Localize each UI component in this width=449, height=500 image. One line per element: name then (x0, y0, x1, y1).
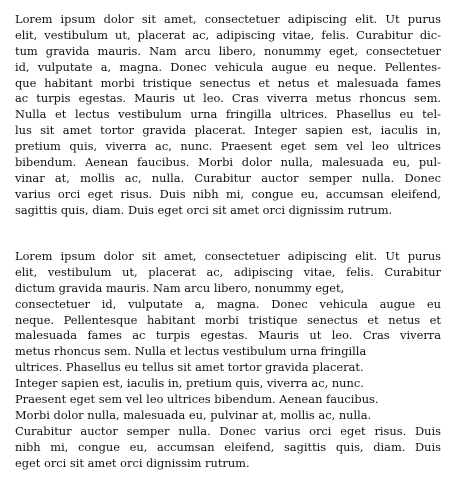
paragraph-justified-hyphenated (15, 12, 441, 219)
text-line: neque. Pellentesque habitant morbi tristique senectus et netus et (15, 312, 441, 327)
text-line-last: sagittis quis, diam. Duis eget orci sit amet orci dignissim rutrum. (15, 202, 393, 217)
text-line: que habitant morbi tristique senectus et netus et malesuada fames (15, 75, 441, 90)
text-line: vinar at, mollis ac, nulla. Curabitur auctor semper nulla. Donec (15, 170, 441, 185)
text-line: varius orci eget risus. Duis nibh mi, congue eu, accumsan eleifend, (15, 186, 441, 201)
text-line: tum gravida mauris. Nam arcu libero, nonummy eget, consectetuer (15, 43, 441, 58)
text-line: lus sit amet tortor gravida placerat. Integer sapien est, iaculis in, (15, 123, 441, 138)
text-line: nibh mi, congue eu, accumsan eleifend, sagittis quis, diam. Duis (15, 439, 441, 454)
text-line: metus rhoncus sem. Nulla et lectus vestibulum urna fringilla (15, 344, 367, 359)
text-line: bibendum. Aenean faucibus. Morbi dolor nulla, malesuada eu, pul- (15, 155, 441, 170)
text-line: Lorem ipsum dolor sit amet, consectetuer adipiscing elit. Ut purus (15, 249, 441, 263)
text-line: pretium quis, viverra ac, nunc. Praesent eget sem vel leo ultrices (15, 139, 441, 154)
text-line: id, vulputate a, magna. Donec vehicula augue eu neque. Pellentes- (15, 59, 441, 74)
text-line: malesuada fames ac turpis egestas. Mauris ut leo. Cras viverra (15, 328, 441, 343)
text-line: Lorem ipsum dolor sit amet, consectetuer adipiscing elit. Ut purus (15, 12, 441, 26)
text-line: elit, vestibulum ut, placerat ac, adipiscing vitae, felis. Curabitur dic- (15, 27, 441, 42)
text-line-last: eget orci sit amet orci dignissim rutrum. (15, 455, 250, 470)
text-line: ac turpis egestas. Mauris ut leo. Cras viverra metus rhoncus sem. (15, 91, 441, 106)
text-line: Integer sapien est, iaculis in, pretium quis, viverra ac, nunc. (15, 376, 364, 391)
text-line: Curabitur auctor semper nulla. Donec varius orci eget risus. Duis (15, 423, 441, 438)
text-line: ultrices. Phasellus eu tellus sit amet tortor gravida placerat. (15, 360, 364, 375)
text-line: Morbi dolor nulla, malesuada eu, pulvinar at, mollis ac, nulla. (15, 407, 372, 422)
paragraph-ragged (15, 249, 441, 471)
text-line: consectetuer id, vulputate a, magna. Donec vehicula augue eu (15, 296, 441, 311)
text-line: elit, vestibulum ut, placerat ac, adipiscing vitae, felis. Curabitur (15, 264, 441, 279)
text-line: dictum gravida mauris. Nam arcu libero, nonummy eget, (15, 280, 345, 295)
text-line: Nulla et lectus vestibulum urna fringilla ultrices. Phasellus eu tel- (15, 107, 441, 122)
text-line: Praesent eget sem vel leo ultrices bibendum. Aenean faucibus. (15, 392, 379, 407)
